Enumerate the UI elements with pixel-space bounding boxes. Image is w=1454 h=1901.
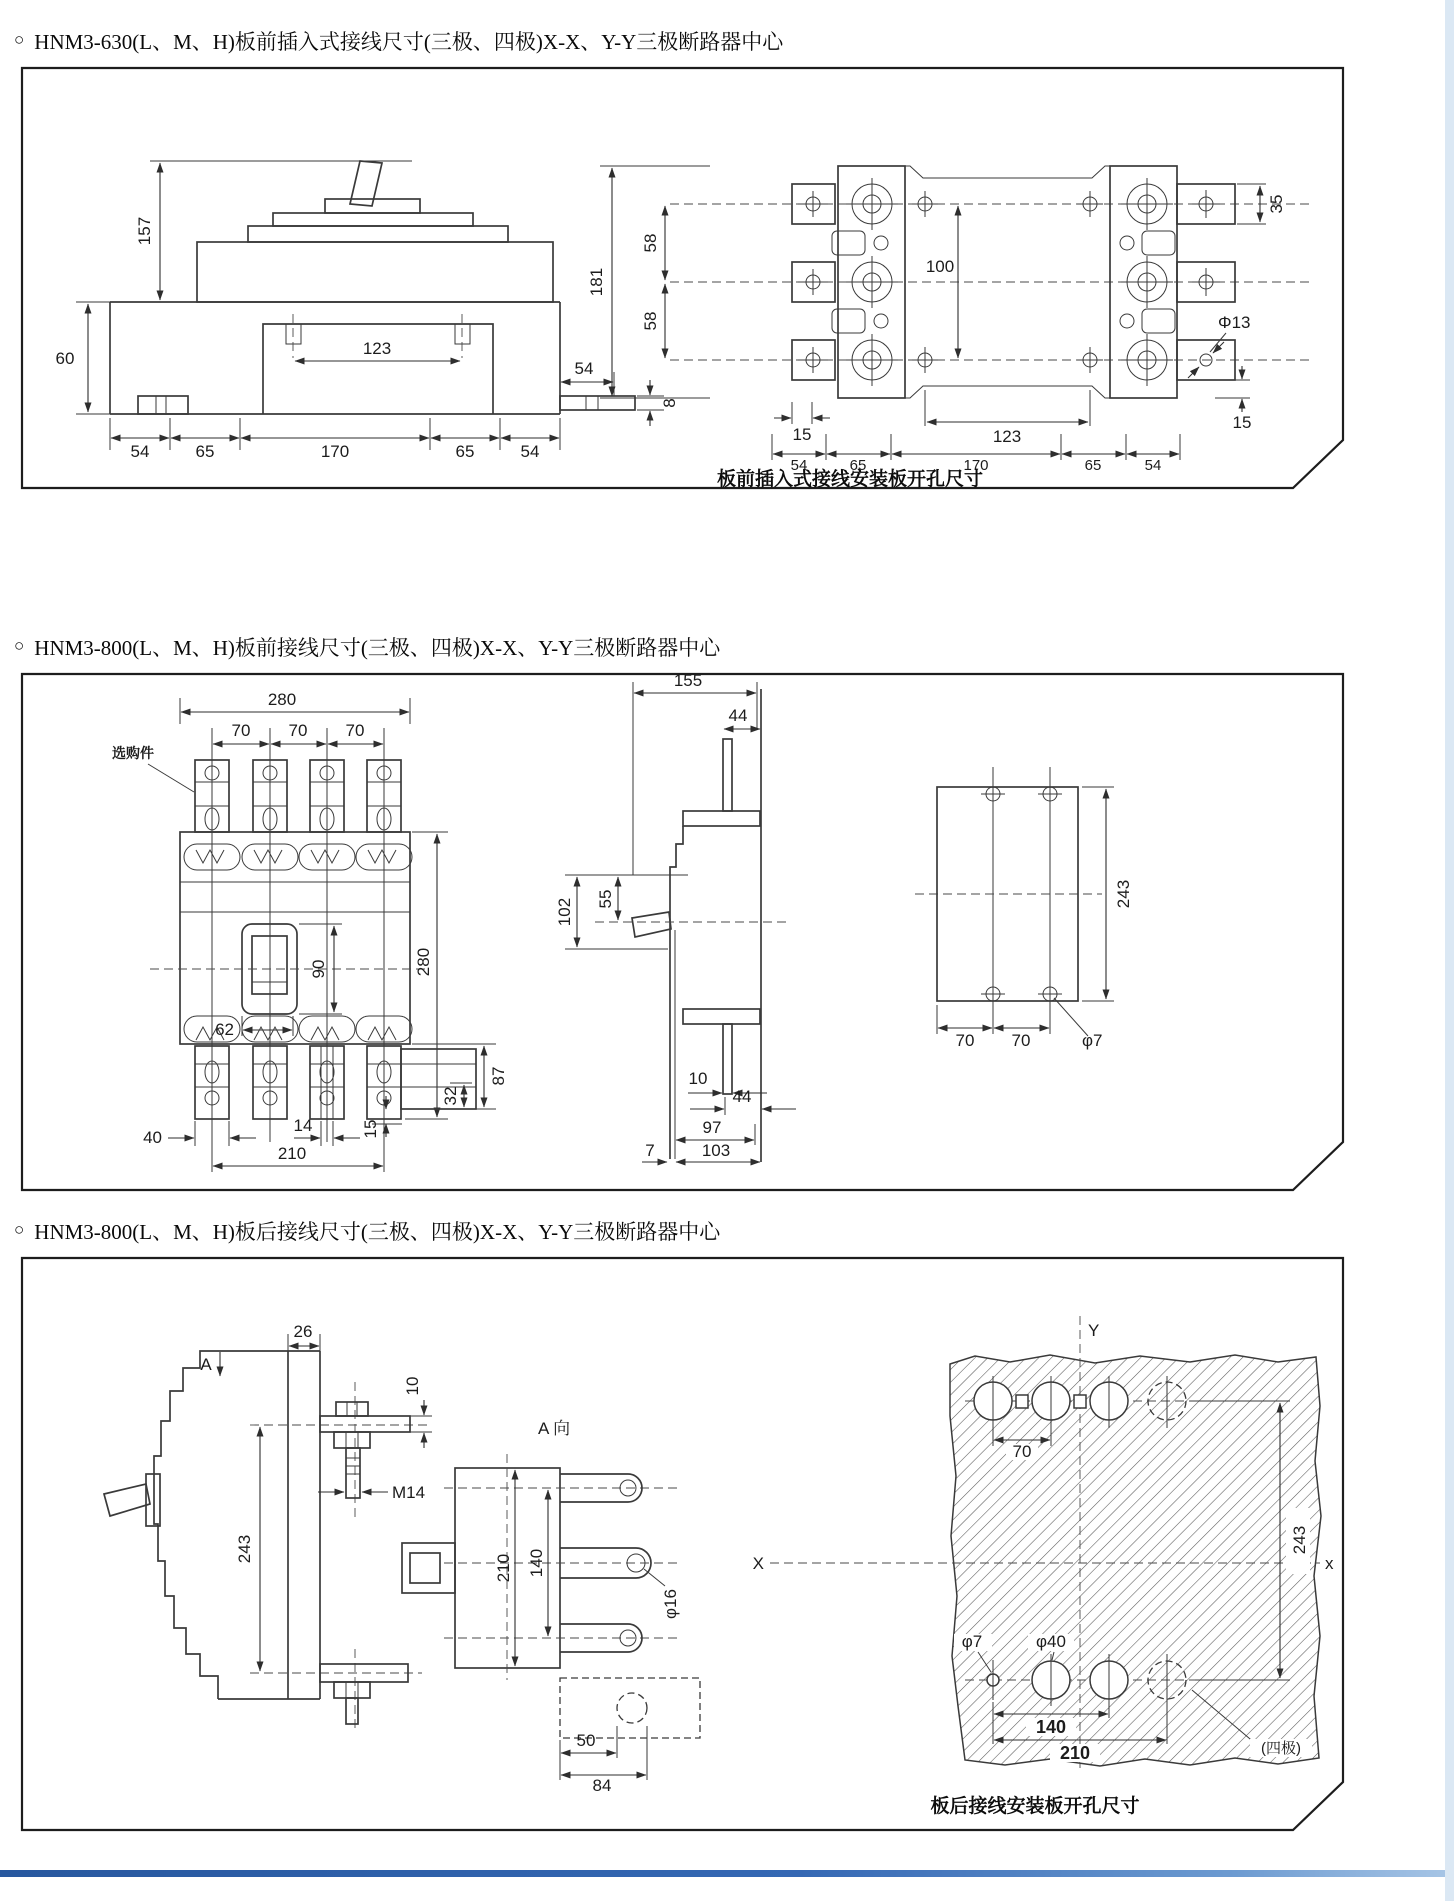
- dim-97: 97: [702, 1118, 722, 1137]
- breaker-side-view: [56, 161, 679, 461]
- dim-phi7: φ7: [1082, 1031, 1103, 1050]
- bullet-icon: ○: [14, 30, 25, 49]
- bottom-terminal-pads: [195, 1046, 401, 1119]
- dim-103: 103: [701, 1141, 731, 1160]
- rear-mounting-plate: [753, 1316, 1334, 1817]
- page-edge-tint: [1445, 0, 1454, 1901]
- dim-70: 70: [231, 721, 251, 740]
- dim-65: 65: [195, 442, 215, 461]
- panel-3-caption: 板后接线安装板开孔尺寸: [930, 1796, 1140, 1817]
- dim-90: 90: [309, 959, 328, 979]
- dim-44: 44: [732, 1087, 752, 1106]
- mounting-plate-plan-view: [587, 166, 1312, 490]
- dim-54: 54: [130, 442, 150, 461]
- dim-phi40: φ40: [1036, 1632, 1066, 1651]
- panel-630-front-plugin: [20, 66, 1454, 490]
- dim-65: 65: [1084, 457, 1102, 474]
- dim-280: 280: [414, 947, 433, 977]
- dim-54: 54: [520, 442, 540, 461]
- dim-8: 8: [660, 398, 679, 408]
- dim-155: 155: [673, 672, 703, 690]
- panel-800-front-wiring: [20, 672, 1454, 1192]
- dim-243: 243: [1290, 1525, 1309, 1555]
- page-bottom-rule: [0, 1870, 1454, 1877]
- dim-60: 60: [55, 349, 75, 368]
- dim-32: 32: [441, 1086, 460, 1106]
- dim-58: 58: [641, 311, 660, 331]
- dim-140: 140: [1035, 1717, 1067, 1737]
- section-1-heading-text: HNM3-630(L、M、H)板前插入式接线尺寸(三极、四极)X-X、Y-Y三极断路器中心: [34, 30, 784, 54]
- breaker-front-view: [112, 690, 508, 1172]
- mounting-plate-view: [915, 767, 1133, 1050]
- dim-70: 70: [345, 721, 365, 740]
- rear-side-view: [104, 1322, 432, 1730]
- section-3-heading: [14, 1216, 1454, 1246]
- section-2-heading-text: HNM3-800(L、M、H)板前接线尺寸(三极、四极)X-X、Y-Y三极断路器中心: [34, 636, 721, 660]
- dim-170: 170: [320, 442, 350, 461]
- dim-70: 70: [955, 1031, 975, 1050]
- hatched-plate: [950, 1355, 1321, 1766]
- dim-15: 15: [361, 1119, 380, 1139]
- view-a-direction: [402, 1419, 700, 1795]
- drawing-800-front-wiring: [20, 672, 1345, 1192]
- dim-181: 181: [587, 267, 606, 297]
- dim-70: 70: [1011, 1031, 1031, 1050]
- breaker-side-profile: [555, 672, 796, 1162]
- drawing-800-rear-wiring: [20, 1256, 1345, 1832]
- dim-84: 84: [592, 1776, 612, 1795]
- dim-87: 87: [489, 1066, 508, 1086]
- top-vents: [184, 844, 412, 870]
- dim-40: 40: [143, 1128, 162, 1147]
- dim-15: 15: [1232, 413, 1252, 432]
- panel-800-rear-wiring: [20, 1256, 1454, 1832]
- dim-54: 54: [790, 457, 808, 474]
- dim-210: 210: [494, 1553, 513, 1583]
- dim-62: 62: [215, 1020, 234, 1039]
- view-a-dir-label: A 向: [538, 1419, 571, 1438]
- dim-m14: M14: [392, 1483, 426, 1502]
- dim-54: 54: [1144, 457, 1162, 474]
- bullet-icon: ○: [14, 636, 25, 655]
- dim-140: 140: [527, 1548, 546, 1578]
- drawing-630-front-plugin: [20, 66, 1345, 490]
- section-3-heading-text: HNM3-800(L、M、H)板后接线尺寸(三极、四极)X-X、Y-Y三极断路器中心: [34, 1220, 721, 1244]
- dim-280: 280: [267, 690, 297, 709]
- top-terminal-pads: [195, 760, 401, 832]
- section-2-heading: [14, 632, 1454, 662]
- dim-50: 50: [576, 1731, 596, 1750]
- dim-58: 58: [641, 233, 660, 253]
- dim-102: 102: [555, 897, 574, 927]
- dim-70: 70: [288, 721, 308, 740]
- dim-170: 170: [963, 457, 989, 474]
- panel-1-caption: 板前插入式接线安装板开孔尺寸: [716, 469, 984, 490]
- dim-phi16: φ16: [661, 1589, 680, 1619]
- dim-7: 7: [645, 1141, 655, 1160]
- dim-10: 10: [688, 1069, 708, 1088]
- bullet-icon: ○: [14, 1220, 25, 1239]
- dim-phi13: Φ13: [1218, 313, 1251, 332]
- dim-70: 70: [1012, 1442, 1032, 1461]
- dim-123: 123: [362, 339, 392, 358]
- panel-border: [22, 674, 1343, 1190]
- dim-243: 243: [235, 1534, 254, 1564]
- dim-phi7: φ7: [961, 1632, 983, 1651]
- dim-14: 14: [293, 1116, 313, 1135]
- view-a-label: A: [200, 1355, 212, 1374]
- dim-54: 54: [574, 359, 594, 378]
- dim-243: 243: [1114, 879, 1133, 909]
- dim-65: 65: [455, 442, 475, 461]
- four-pole-note: (四极): [1261, 1740, 1301, 1757]
- axis-x2-label: x: [1325, 1554, 1334, 1573]
- dim-65: 65: [849, 457, 867, 474]
- dim-15: 15: [792, 425, 812, 444]
- axis-y-label: Y: [1088, 1321, 1100, 1340]
- dim-100: 100: [925, 257, 955, 276]
- section-1-heading: [14, 0, 1454, 56]
- dim-55: 55: [596, 889, 615, 909]
- dim-10: 10: [403, 1376, 422, 1396]
- dim-210: 210: [277, 1144, 307, 1163]
- dim-123: 123: [992, 427, 1022, 446]
- dim-157: 157: [135, 216, 154, 246]
- dim-44: 44: [728, 706, 748, 725]
- axis-x-label: X: [752, 1554, 764, 1573]
- dim-35: 35: [1267, 194, 1286, 214]
- panel-border: [22, 68, 1343, 488]
- dim-26: 26: [293, 1322, 313, 1341]
- dim-210: 210: [1059, 1743, 1091, 1763]
- optional-part-label: 选购件: [112, 745, 154, 761]
- right-tabs: [1177, 184, 1235, 380]
